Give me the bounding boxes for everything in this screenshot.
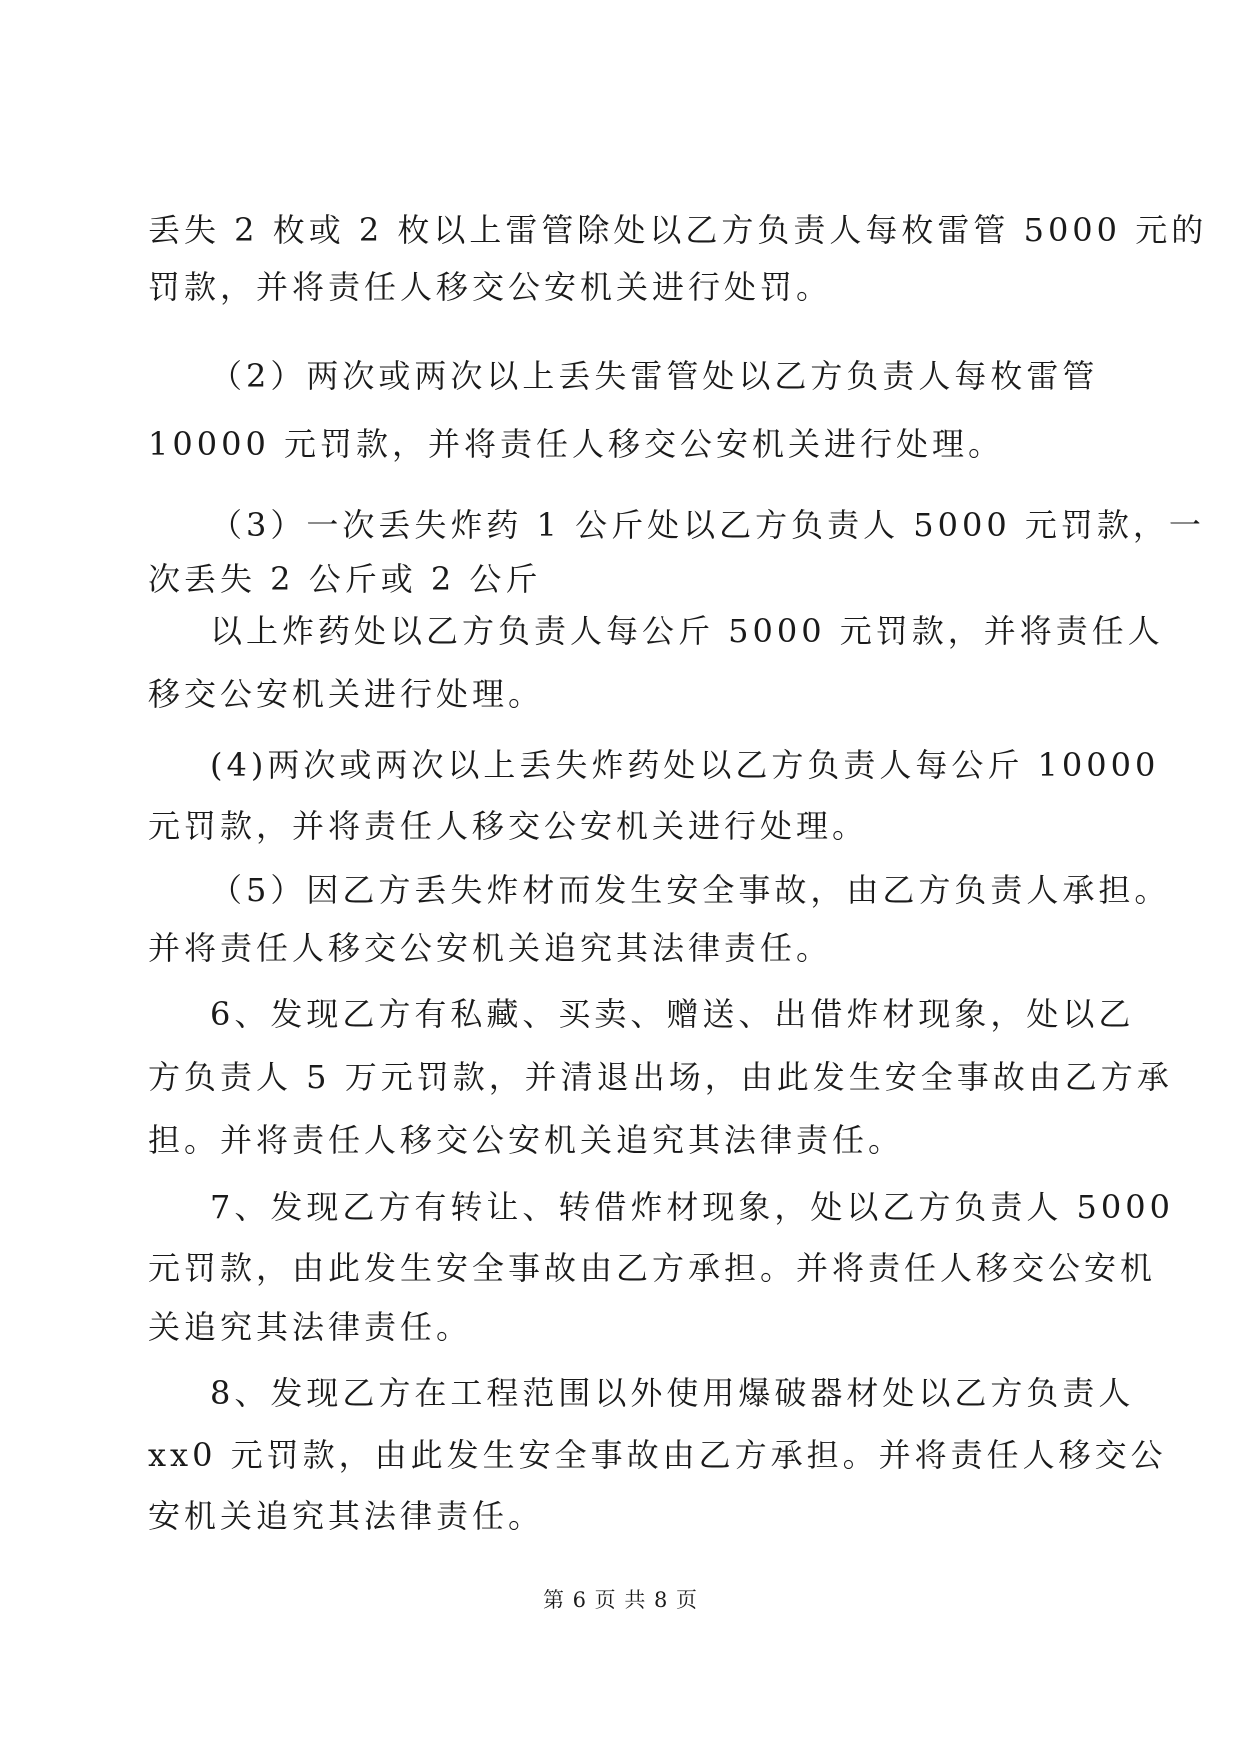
text-line: 丢失 2 枚或 2 枚以上雷管除处以乙方负责人每枚雷管 5000 元的 <box>148 211 1208 249</box>
text-line: 10000 元罚款，并将责任人移交公安机关进行处理。 <box>148 425 1004 463</box>
text-line: 关追究其法律责任。 <box>148 1308 473 1346</box>
text-line: 担。并将责任人移交公安机关追究其法律责任。 <box>148 1121 905 1159</box>
text-line: 7、发现乙方有转让、转借炸材现象，处以乙方负责人 5000 <box>210 1188 1174 1226</box>
text-line: 次丢失 2 公斤或 2 公斤 <box>148 560 542 598</box>
text-line: 移交公安机关进行处理。 <box>148 675 545 713</box>
text-line: 安机关追究其法律责任。 <box>148 1497 545 1535</box>
text-line: （5）因乙方丢失炸材而发生安全事故，由乙方负责人承担。 <box>210 871 1171 909</box>
text-line: 元罚款，并将责任人移交公安机关进行处理。 <box>148 807 869 845</box>
text-line: (4)两次或两次以上丢失炸药处以乙方负责人每公斤 10000 <box>210 746 1160 784</box>
text-line: （2）两次或两次以上丢失雷管处以乙方负责人每枚雷管 <box>210 357 1099 395</box>
text-line: 8、发现乙方在工程范围以外使用爆破器材处以乙方负责人 <box>210 1374 1135 1412</box>
text-line: （3）一次丢失炸药 1 公斤处以乙方负责人 5000 元罚款，一 <box>210 506 1205 544</box>
text-line: 以上炸药处以乙方负责人每公斤 5000 元罚款，并将责任人 <box>210 612 1164 650</box>
page-number-footer: 第 6 页 共 8 页 <box>542 1588 699 1612</box>
text-line: 并将责任人移交公安机关追究其法律责任。 <box>148 929 833 967</box>
text-line: xx0 元罚款，由此发生安全事故由乙方承担。并将责任人移交公 <box>148 1436 1167 1474</box>
text-line: 6、发现乙方有私藏、买卖、赠送、出借炸材现象，处以乙 <box>210 995 1135 1033</box>
text-line: 方负责人 5 万元罚款，并清退出场，由此发生安全事故由乙方承 <box>148 1058 1173 1096</box>
text-line: 元罚款，由此发生安全事故由乙方承担。并将责任人移交公安机 <box>148 1249 1157 1287</box>
text-line: 罚款，并将责任人移交公安机关进行处罚。 <box>148 268 833 306</box>
